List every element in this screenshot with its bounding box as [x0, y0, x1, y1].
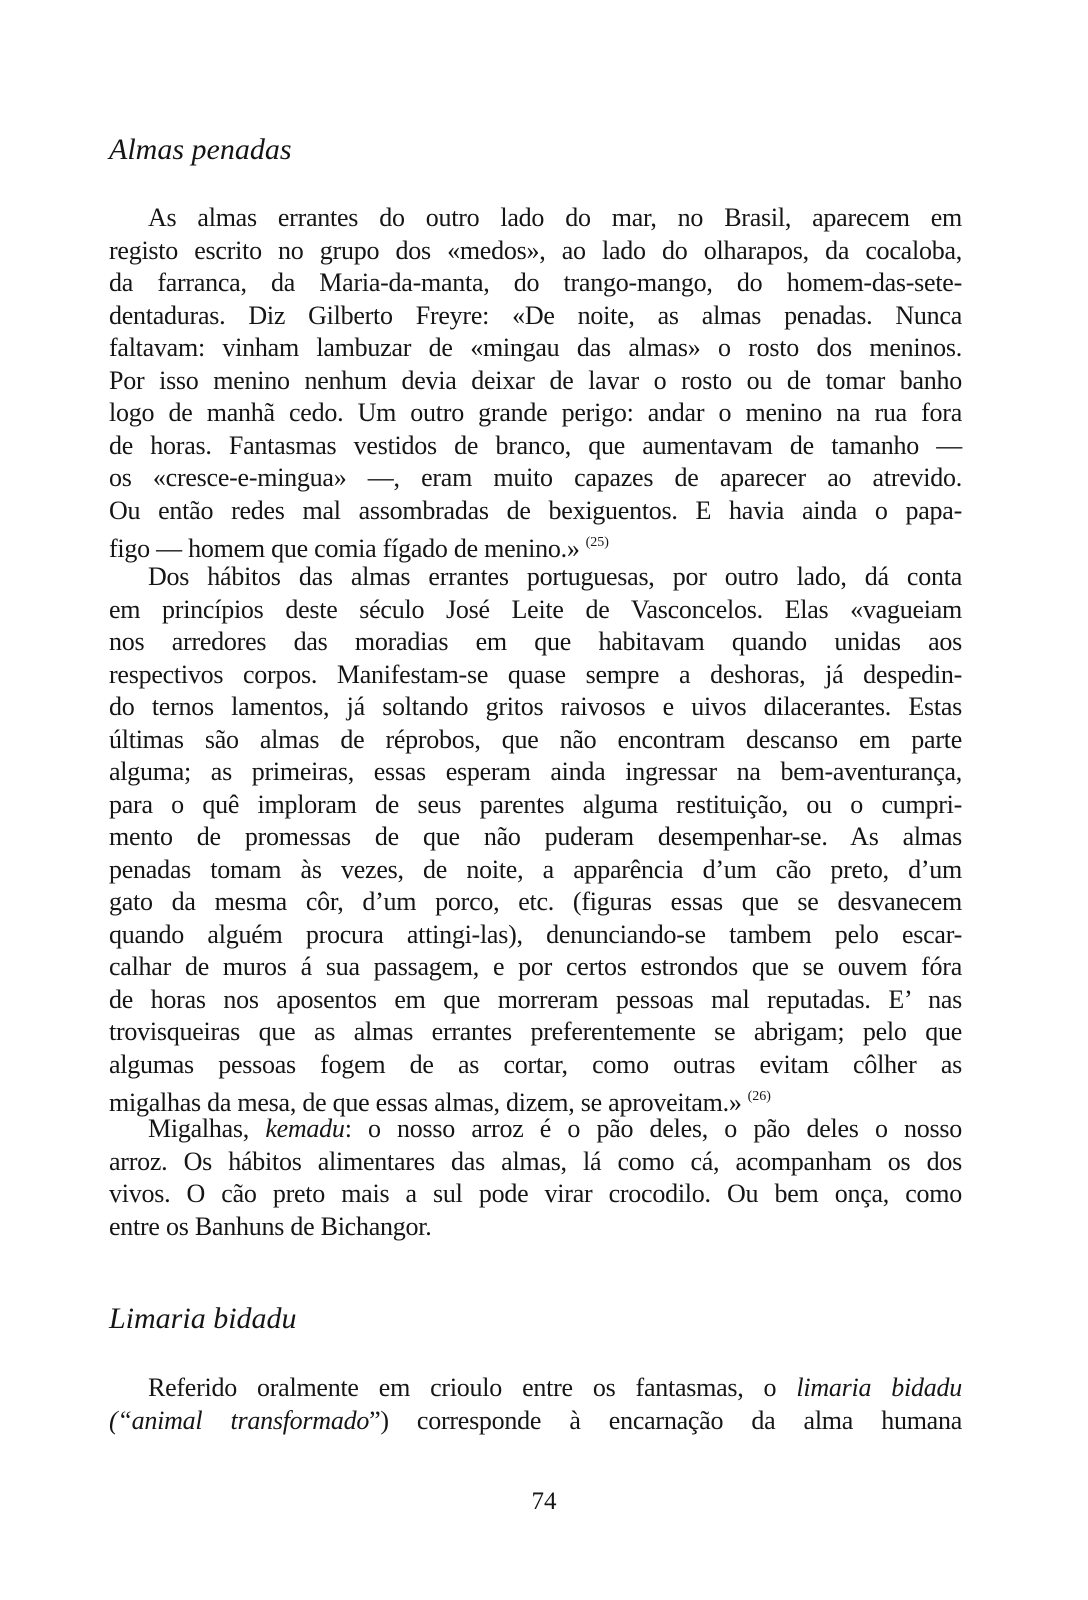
text-line	[109, 430, 962, 463]
text-segment: vivos. O cão preto mais a sul pode virar crocodilo. Ou bem onça, como	[109, 1179, 962, 1208]
section-heading: Limaria bidadu	[109, 1302, 297, 1335]
text-segment: arroz. Os hábitos alimentares das almas, lá como cá, acompanham os dos	[109, 1146, 962, 1176]
italic-term: (“animal transformado	[109, 1405, 370, 1435]
text-segment: quando alguém procura attingi-las), denunciando-se tambem pelo escar-	[109, 919, 962, 949]
text-line	[109, 365, 962, 398]
text-line	[109, 332, 962, 365]
text-line	[109, 267, 962, 300]
text-line	[109, 1211, 962, 1244]
text-segment: registo escrito no grupo dos «medos», ao lado do olharapos, da cocaloba,	[109, 235, 962, 265]
text-segment: Por isso menino nenhum devia deixar de lavar o rosto ou de tomar banho	[109, 365, 962, 395]
text-segment: Ou então redes mal assombradas de bexiguentos. E havia ainda o papa-	[109, 495, 962, 525]
text-segment: últimas são almas de réprobos, que não encontram descanso em parte	[109, 724, 962, 754]
paragraph	[109, 561, 962, 1117]
paragraph	[109, 1372, 962, 1437]
text-line	[109, 527, 962, 563]
text-segment: As almas errantes do outro lado do mar, no Brasil, aparecem em	[148, 203, 962, 232]
text-segment: respectivos corpos. Manifestam-se quase sempre a deshoras, já despedin-	[109, 659, 962, 689]
text-segment: : o nosso arroz é o pão deles, o pão deles o nosso	[344, 1114, 962, 1143]
text-line	[109, 724, 962, 757]
text-segment: de horas. Fantasmas vestidos de branco, que aumentavam de tamanho —	[109, 430, 962, 460]
text-segment: de horas nos aposentos em que morreram pessoas mal reputadas. E’ nas	[109, 984, 962, 1014]
text-line	[109, 397, 962, 430]
text-segment: mento de promessas de que não puderam desempenhar-se. As almas	[109, 822, 962, 851]
text-segment: dentaduras. Diz Gilberto Freyre: «De noite, as almas penadas. Nunca	[109, 300, 962, 330]
text-segment: algumas pessoas fogem de as cortar, como outras evitam côlher as	[109, 1049, 962, 1079]
text-line	[109, 594, 962, 627]
text-line	[109, 951, 962, 984]
text-segment: penadas tomam às vezes, de noite, a apparência d’um cão preto, d’um	[109, 854, 962, 884]
text-line	[109, 691, 962, 724]
paragraph	[109, 1113, 962, 1243]
text-segment: do ternos lamentos, já soltando gritos raivosos e uivos dilacerantes. Estas	[109, 692, 962, 721]
footnote-reference: (26)	[747, 1089, 771, 1104]
text-line	[109, 495, 962, 528]
italic-term: limaria bidadu	[796, 1373, 962, 1402]
text-segment: gato da mesma côr, d’um porco, etc. (figuras essas que se desvanecem	[109, 887, 962, 916]
text-line	[109, 1146, 962, 1179]
text-line	[109, 462, 962, 495]
text-line	[109, 300, 962, 333]
text-segment: ”) corresponde à encarnação da alma humana	[369, 1405, 963, 1435]
text-line	[109, 1081, 962, 1117]
text-line	[109, 984, 962, 1017]
section-heading: Almas penadas	[109, 133, 292, 166]
text-line	[109, 854, 962, 887]
text-segment: para o quê imploram de seus parentes alguma restituição, ou o cumpri-	[109, 789, 962, 819]
footnote-reference: (25)	[585, 535, 609, 550]
text-line	[109, 919, 962, 952]
text-line	[109, 1178, 962, 1211]
text-line	[109, 1016, 962, 1049]
text-segment: faltavam: vinham lambuzar de «mingau das almas» o rosto dos meninos.	[109, 333, 962, 362]
text-segment: entre os Banhuns de Bichangor.	[109, 1211, 432, 1241]
text-line	[109, 1113, 962, 1146]
text-segment: Migalhas,	[148, 1114, 266, 1143]
text-segment: alguma; as primeiras, essas esperam ainda ingressar na bem-aventurança,	[109, 757, 962, 786]
text-line	[109, 789, 962, 822]
text-segment: figo — homem que comia fígado de menino.»	[109, 534, 580, 563]
text-line	[109, 1049, 962, 1082]
text-segment: calhar de muros á sua passagem, e por certos estrondos que se ouvem fóra	[109, 952, 962, 981]
text-segment: migalhas da mesa, de que essas almas, dizem, se aproveitam.»	[109, 1088, 742, 1117]
text-line	[109, 202, 962, 235]
text-segment: nos arredores das moradias em que habitavam quando unidas aos	[109, 627, 962, 656]
paragraph	[109, 202, 962, 563]
text-line	[109, 561, 962, 594]
italic-term: kemadu	[265, 1114, 345, 1143]
text-segment: da farranca, da Maria-da-manta, do trango-mango, do homem-das-sete-	[109, 268, 962, 297]
text-segment: trovisqueiras que as almas errantes preferentemente se abrigam; pelo que	[109, 1017, 962, 1046]
text-line	[109, 886, 962, 919]
text-segment: Dos hábitos das almas errantes portuguesas, por outro lado, dá conta	[148, 562, 962, 591]
text-line	[109, 821, 962, 854]
text-line	[109, 659, 962, 692]
text-line	[109, 756, 962, 789]
text-segment: logo de manhã cedo. Um outro grande perigo: andar o menino na rua fora	[109, 398, 962, 427]
text-segment: em princípios deste século José Leite de Vasconcelos. Elas «vagueiam	[109, 594, 962, 624]
text-line	[109, 1372, 962, 1405]
text-segment: os «cresce-e-mingua» —, eram muito capazes de aparecer ao atrevido.	[109, 463, 962, 492]
text-line	[109, 1405, 962, 1438]
page-number: 74	[531, 1488, 557, 1515]
text-segment: Referido oralmente em crioulo entre os fantasmas, o	[148, 1373, 797, 1402]
text-line	[109, 235, 962, 268]
text-line	[109, 626, 962, 659]
